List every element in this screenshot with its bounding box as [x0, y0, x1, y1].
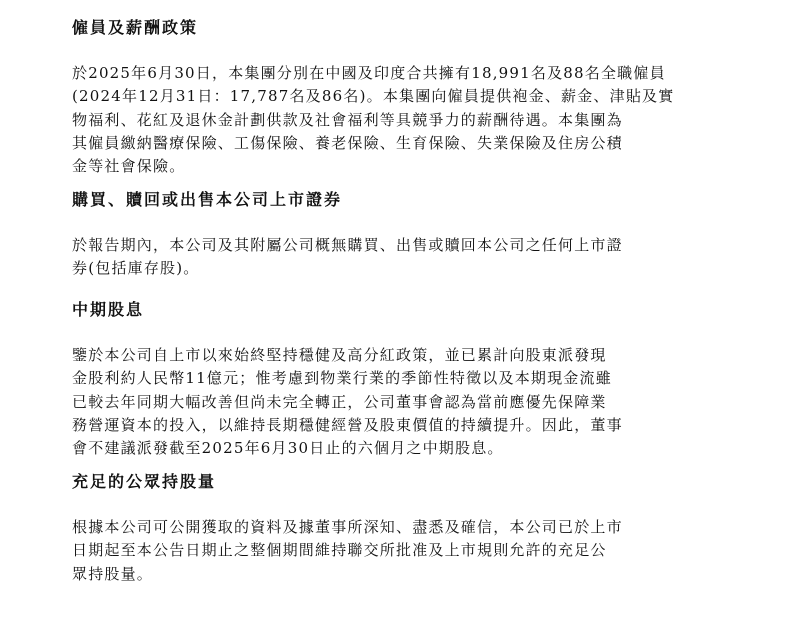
paragraph-line: 眾持股量。	[72, 564, 154, 583]
section-heading: 僱員及薪酬政策	[72, 18, 199, 37]
paragraph-line: 日期起至本公告日期止之整個期間維持聯交所批准及上市規則允許的充足公	[72, 541, 607, 560]
section-securities-dealing	[72, 190, 748, 281]
paragraph-line: 根據本公司可公開獲取的資料及據董事所深知、盡悉及確信，本公司已於上市	[72, 518, 623, 536]
paragraph-line: 其僱員繳納醫療保險、工傷保險、養老保險、生育保險、失業保險及住房公積	[72, 133, 623, 152]
paragraph-line: 會不建議派發截至2025年6月30日止的六個月之中期股息。	[72, 439, 504, 458]
section-public-float	[72, 472, 748, 586]
section-paragraph	[72, 516, 748, 586]
paragraph-line: 於2025年6月30日，本集團分別在中國及印度合共擁有18,991名及88名全職僱員	[72, 64, 666, 82]
paragraph-line: 物福利、花紅及退休金計劃供款及社會福利等具競爭力的薪酬待遇。本集團為	[72, 110, 623, 129]
section-heading: 中期股息	[72, 300, 145, 319]
paragraph-line: 於報告期內，本公司及其附屬公司概無購買、出售或贖回本公司之任何上市證	[72, 236, 623, 254]
paragraph-line: 金股利約人民幣11億元；惟考慮到物業行業的季節性特徵以及本期現金流雖	[72, 369, 612, 388]
paragraph-line: 已較去年同期大幅改善但尚未完全轉正，公司董事會認為當前應優先保障業	[72, 392, 607, 411]
paragraph-line: 券(包括庫存股)。	[72, 259, 200, 278]
paragraph-line: (2024年12月31日：17,787名及86名)。本集團向僱員提供袍金、薪金、津貼及實	[72, 87, 675, 106]
section-paragraph	[72, 344, 748, 460]
section-heading: 充足的公眾持股量	[72, 472, 217, 491]
section-interim-dividend	[72, 300, 748, 460]
paragraph-line: 鑒於本公司自上市以來始終堅持穩健及高分紅政策，並已累計向股東派發現	[72, 346, 607, 364]
section-paragraph	[72, 234, 748, 281]
section-paragraph	[72, 62, 748, 178]
section-employees-remuneration	[72, 18, 748, 178]
section-heading: 購買、贖回或出售本公司上市證券	[72, 190, 343, 209]
paragraph-line: 金等社會保險。	[72, 157, 186, 176]
paragraph-line: 務營運資本的投入，以維持長期穩健經營及股東價值的持續提升。因此，董事	[72, 415, 623, 434]
